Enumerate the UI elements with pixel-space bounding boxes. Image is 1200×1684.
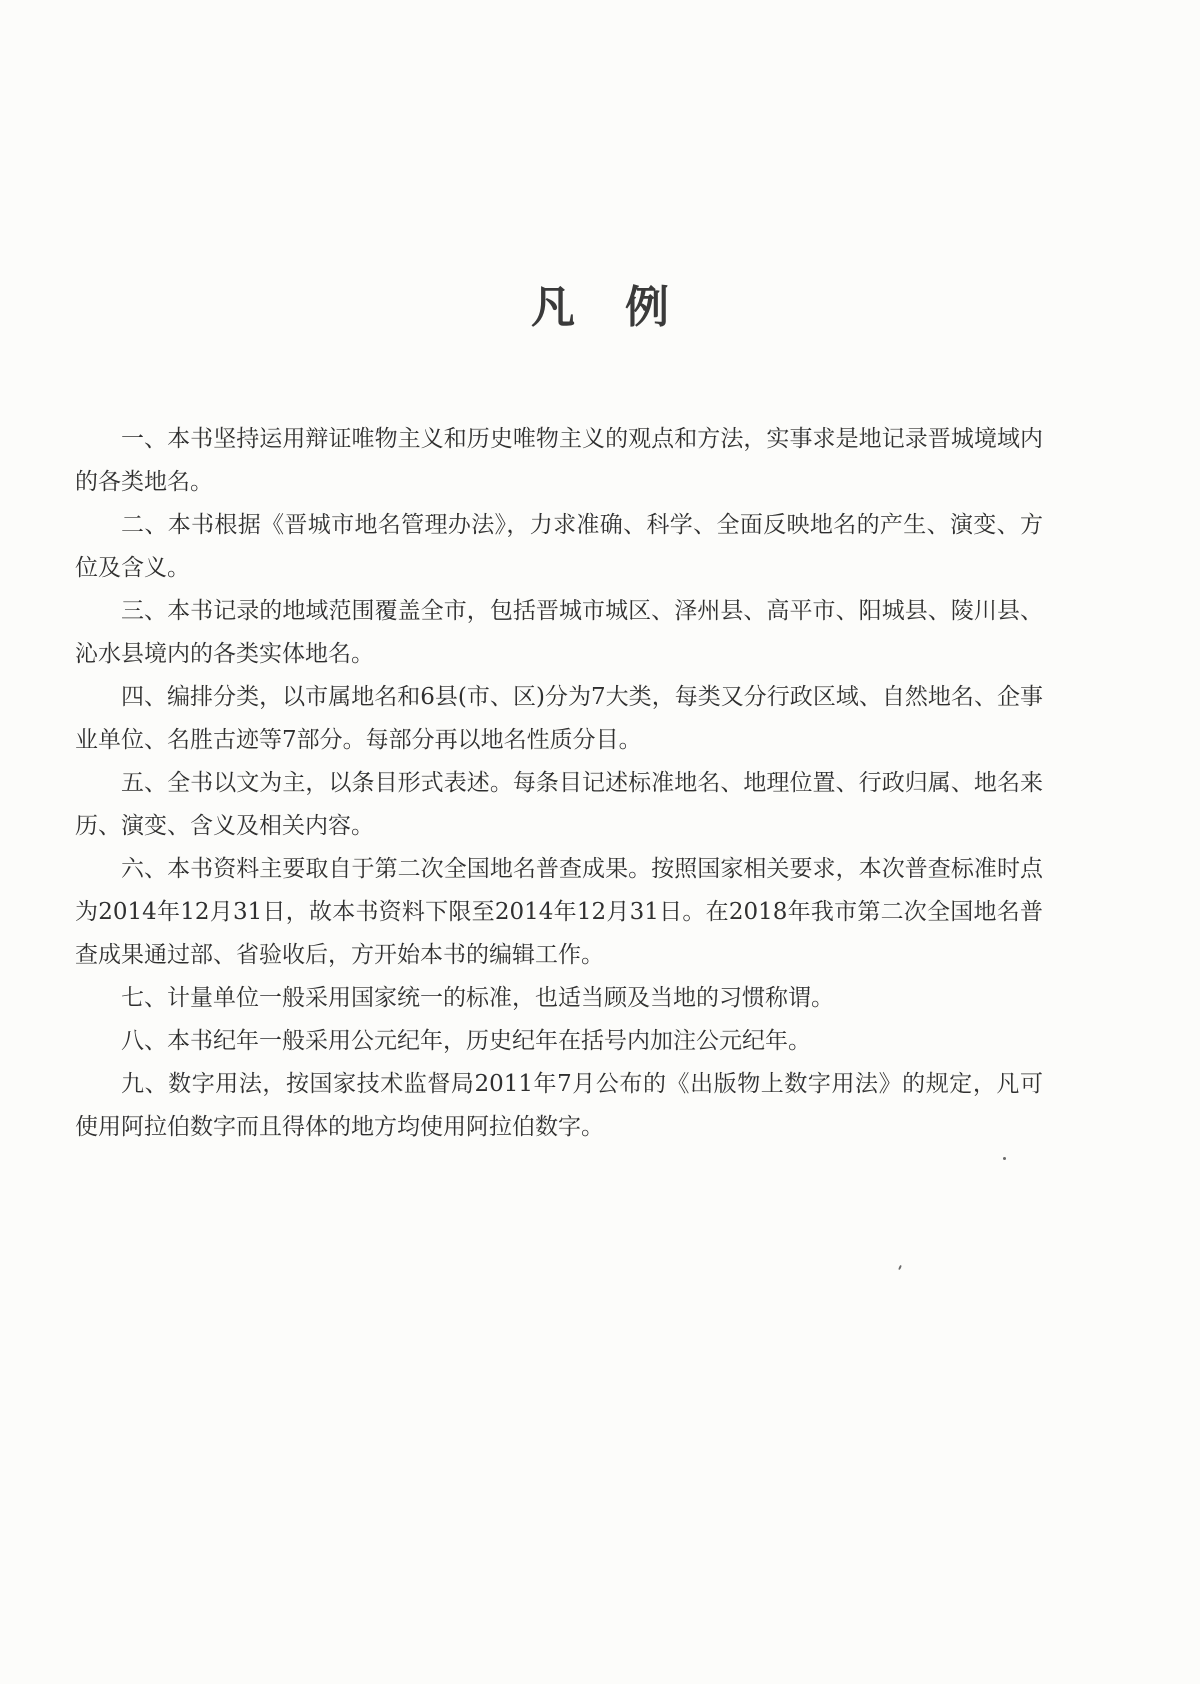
guideline-paragraph-3: 三、本书记录的地域范围覆盖全市，包括晋城市城区、泽州县、高平市、阳城县、陵川县、沁水县境内的各类实体地名。 — [75, 598, 1043, 667]
scan-speck — [1003, 1157, 1006, 1160]
guideline-paragraph-8: 八、本书纪年一般采用公元纪年，历史纪年在括号内加注公元纪年。 — [121, 1028, 811, 1054]
guideline-paragraph-1: 一、本书坚持运用辩证唯物主义和历史唯物主义的观点和方法，实事求是地记录晋城境域内的各类地名。 — [75, 426, 1043, 495]
guideline-paragraph-6: 六、本书资料主要取自于第二次全国地名普查成果。按照国家相关要求，本次普查标准时点为2014年12月31日，故本书资料下限至2014年12月31日。在2018年我市第二次全国地名普查成果通过部、省验收后，方开始本书的编辑工作。 — [75, 856, 1043, 968]
scan-speck — [898, 1265, 902, 1270]
guideline-paragraph-7: 七、计量单位一般采用国家统一的标准，也适当顾及当地的习惯称谓。 — [121, 985, 834, 1011]
page-title: 凡例 — [531, 282, 719, 334]
guideline-paragraph-2: 二、本书根据《晋城市地名管理办法》，力求准确、科学、全面反映地名的产生、演变、方位及含义。 — [75, 512, 1043, 581]
guidelines-list — [75, 418, 1043, 1149]
guideline-paragraph-5: 五、全书以文为主，以条目形式表述。每条目记述标准地名、地理位置、行政归属、地名来历、演变、含义及相关内容。 — [75, 770, 1043, 839]
guideline-paragraph-4: 四、编排分类，以市属地名和6县(市、区)分为7大类，每类又分行政区域、自然地名、企事业单位、名胜古迹等7部分。每部分再以地名性质分目。 — [75, 684, 1043, 753]
guideline-paragraph-9: 九、数字用法，按国家技术监督局2011年7月公布的《出版物上数字用法》的规定，凡可使用阿拉伯数字而且得体的地方均使用阿拉伯数字。 — [75, 1071, 1043, 1140]
